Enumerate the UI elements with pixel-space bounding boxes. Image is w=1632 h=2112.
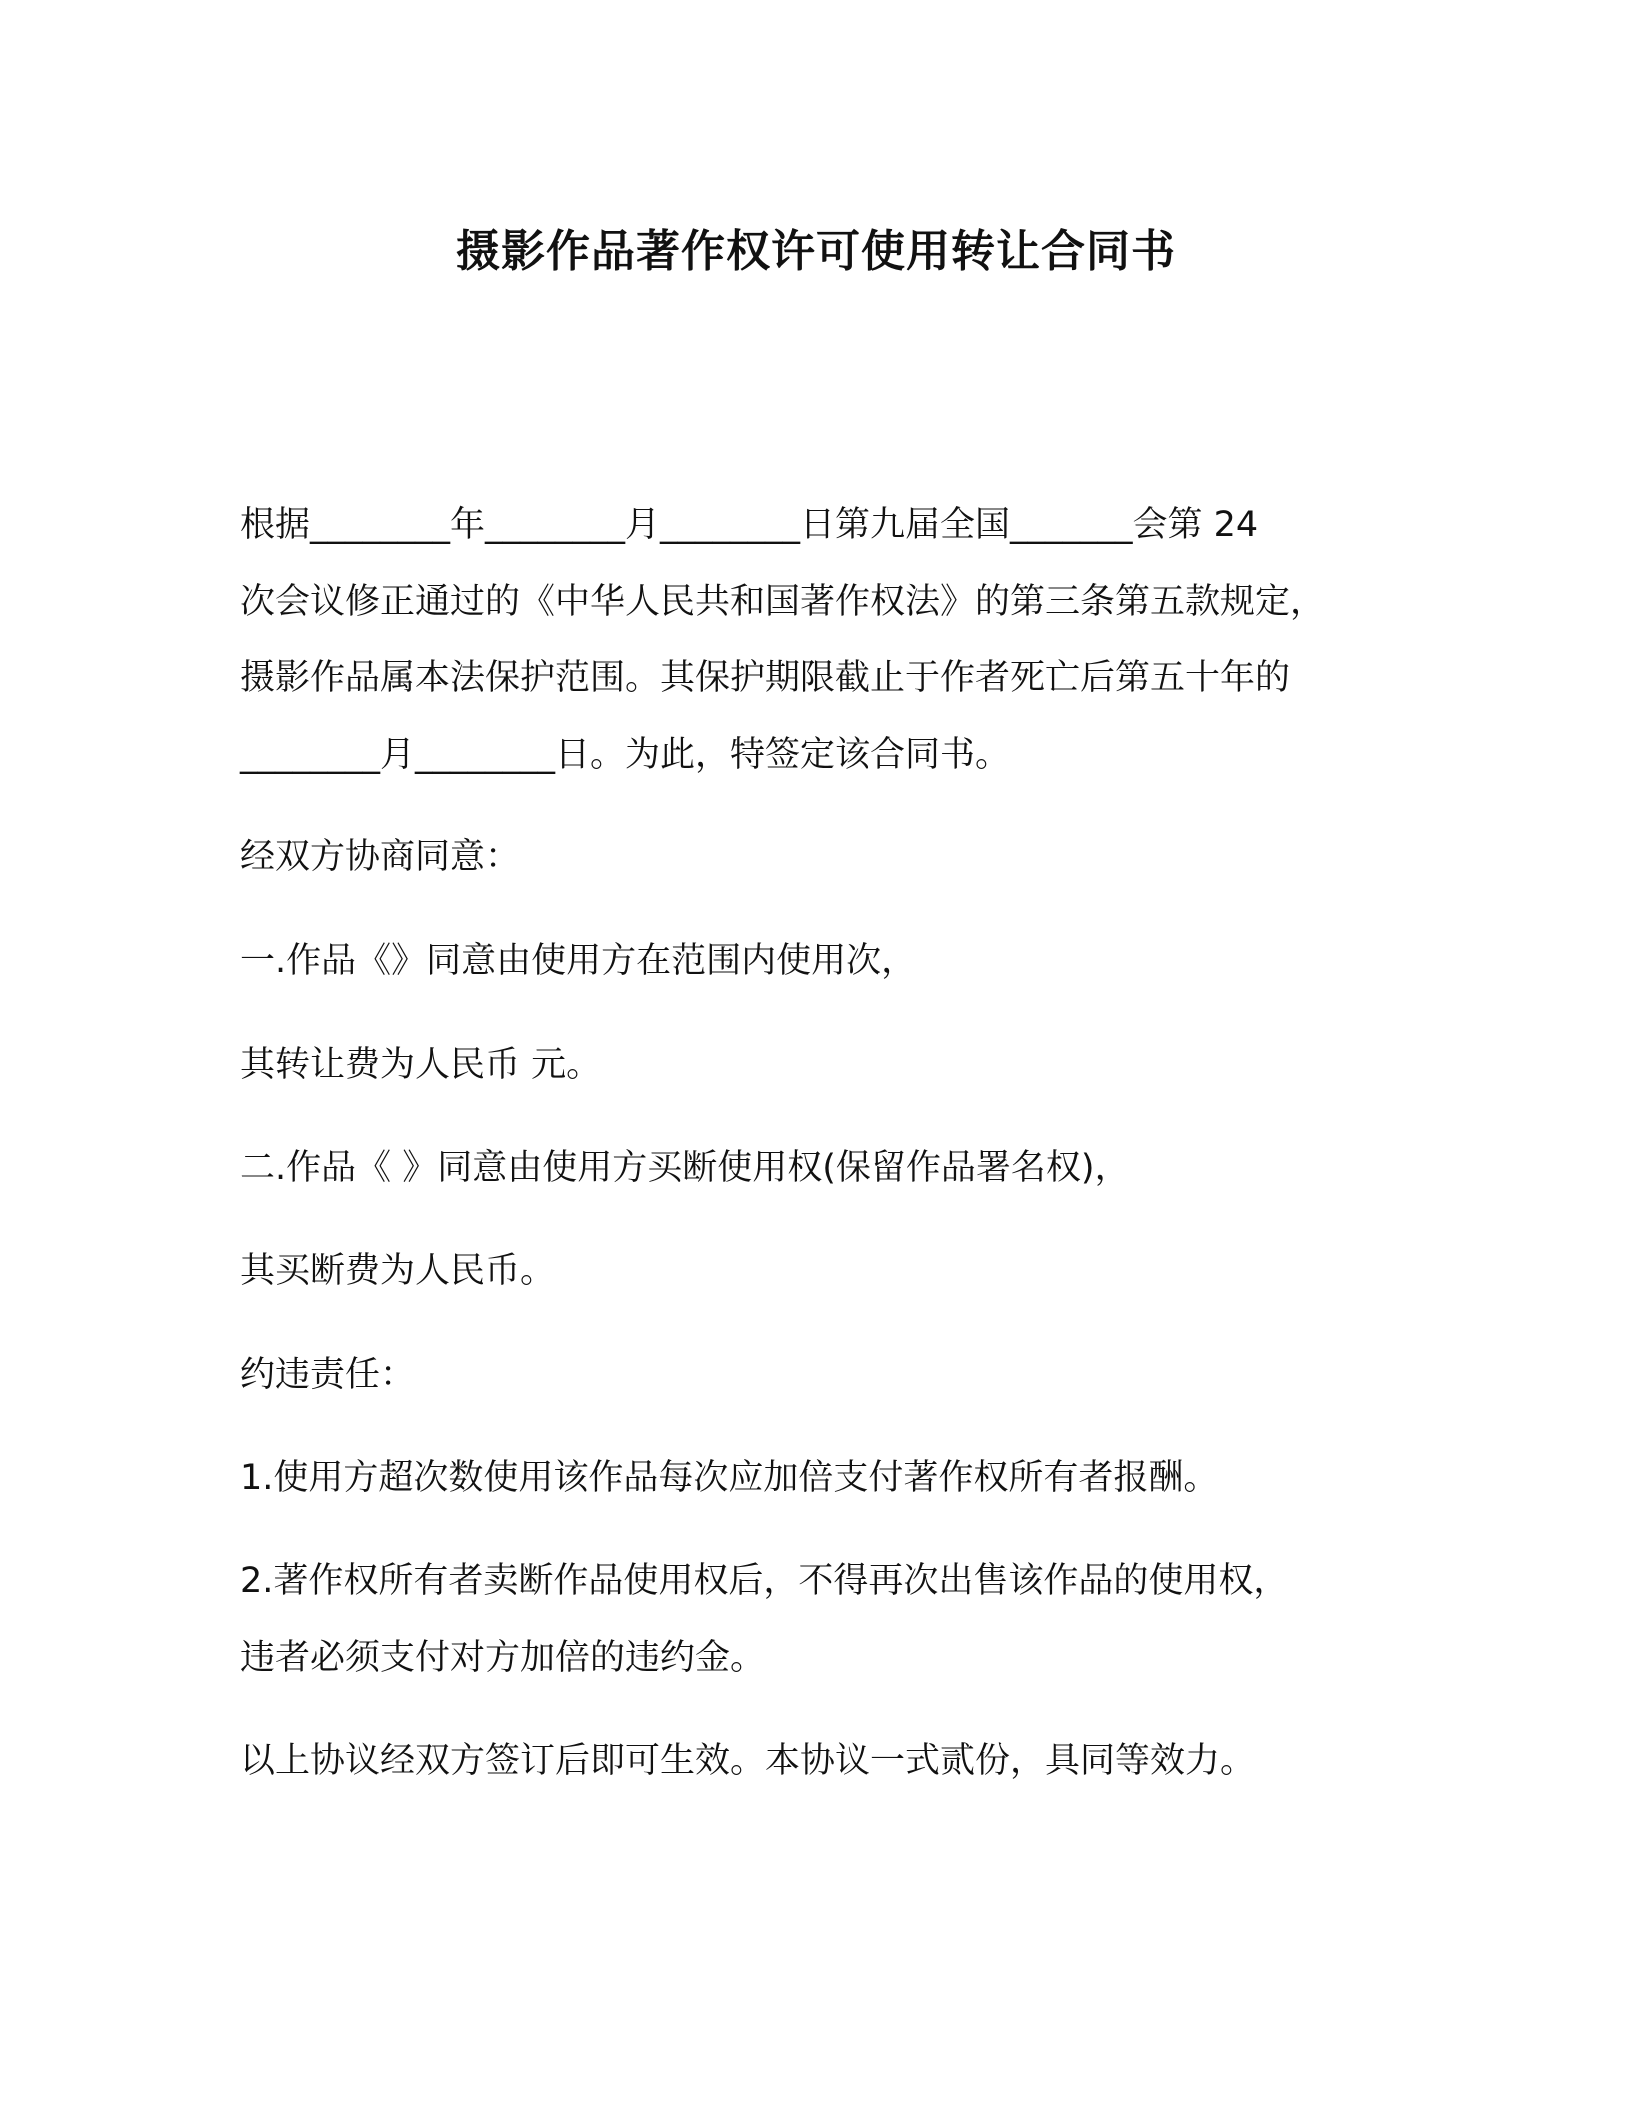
preamble-line-2: 次会议修正通过的《中华人民共和国著作权法》的第三条第五款规定， [240, 582, 1326, 622]
preamble-line-1: 根据________年________月________日第九届全国_______会第 24 [240, 505, 1259, 545]
liability-item-2: 2.著作权所有者卖断作品使用权后，不得再次出售该作品的使用权， [240, 1561, 1289, 1601]
clause-one-fee: 其转让费为人民币 元。 [240, 1045, 602, 1085]
clause-one: 一.作品《》同意由使用方在范围内使用次， [240, 941, 917, 981]
liability-item-2-cont: 违者必须支付对方加倍的违约金。 [240, 1638, 766, 1678]
effectiveness-clause: 以上协议经双方签订后即可生效。本协议一式贰份，具同等效力。 [240, 1741, 1256, 1781]
agreement-intro: 经双方协商同意： [240, 837, 521, 877]
clause-two-fee: 其买断费为人民币。 [240, 1251, 556, 1291]
document-title: 摄影作品著作权许可使用转让合同书 [456, 226, 1176, 277]
liability-heading: 约违责任： [240, 1355, 416, 1395]
preamble-line-3: 摄影作品属本法保护范围。其保护期限截止于作者死亡后第五十年的 [240, 658, 1291, 698]
liability-item-1: 1.使用方超次数使用该作品每次应加倍支付著作权所有者报酬。 [240, 1458, 1219, 1498]
preamble-line-4: ________月________日。为此，特签定该合同书。 [240, 735, 1011, 775]
clause-two: 二.作品《 》同意由使用方买断使用权(保留作品署名权)， [240, 1148, 1130, 1188]
